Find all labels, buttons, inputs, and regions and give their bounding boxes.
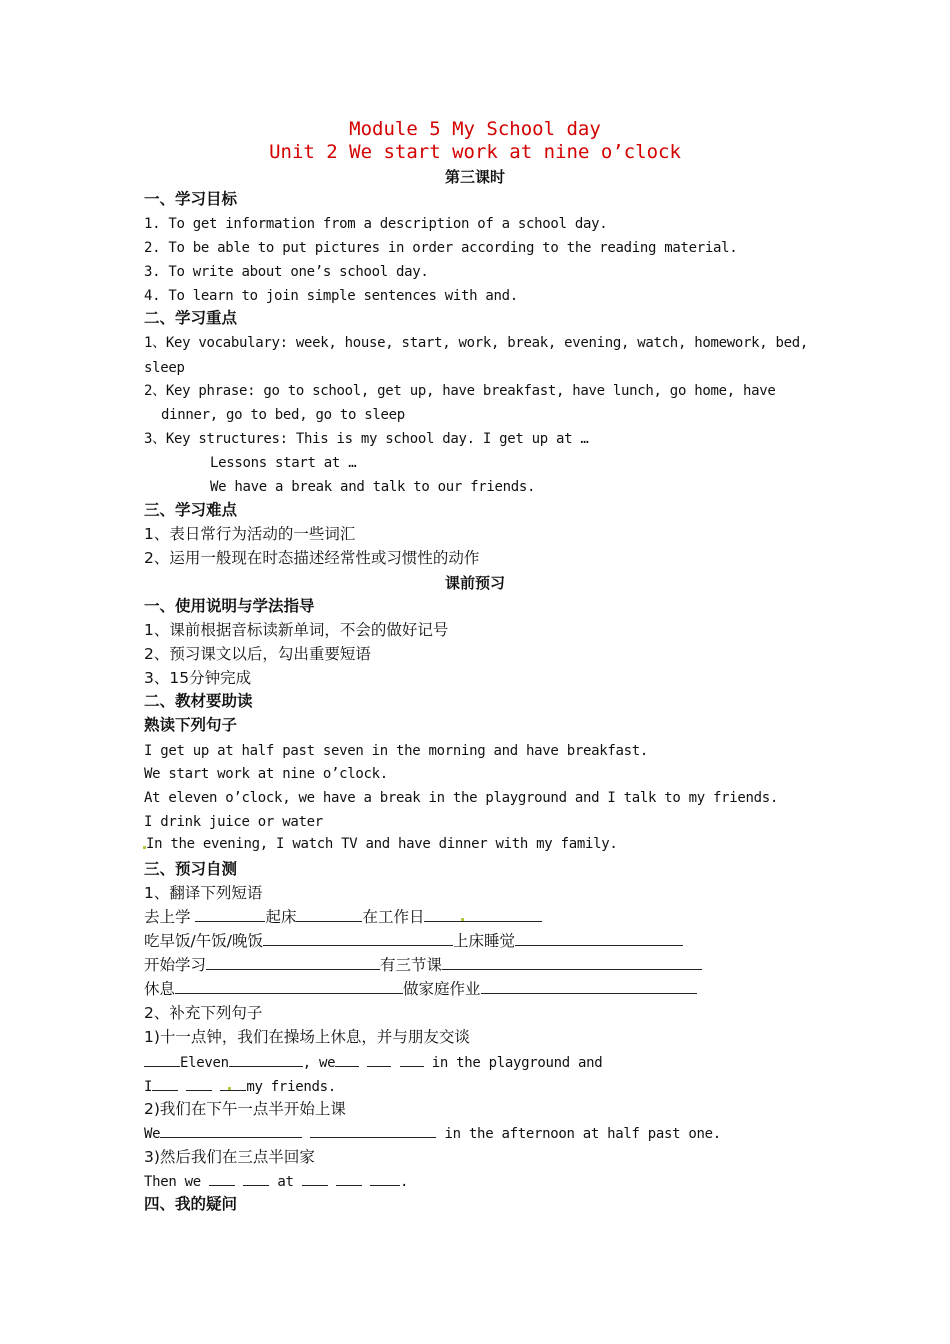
key-points-heading: 二、学习重点 [144,309,238,327]
reading-sentence: At eleven o’clock, we have a break in the playground and I talk to my friends. [144,790,779,806]
question-text: . [400,1174,409,1190]
question-text: Eleven [180,1055,229,1071]
key-phrase-line: 2、Key phrase: go to school, get up, have breakfast, have lunch, go home, have [144,383,776,399]
reading-sentence: I get up at half past seven in the morning and have breakfast. [144,743,648,759]
reading-sentence: I drink juice or water [144,814,323,830]
difficulty-item: 1、表日常行为活动的一些词汇 [144,525,356,543]
answer-blank[interactable] [515,931,683,946]
answer-blank[interactable] [220,1076,246,1091]
lesson-label: 第三课时 [444,168,505,186]
objective-item: 1. To get information from a description of a school day. [144,216,608,232]
guide-item: 3、15分钟完成 [144,669,252,687]
answer-blank[interactable] [400,1052,424,1067]
reading-sentence: We start work at nine o’clock. [144,766,388,782]
answer-blank[interactable] [144,1052,180,1067]
speck-mark [461,918,464,921]
key-structure-line: Lessons start at … [210,455,357,471]
reading-sentence: In the evening, I watch TV and have dinner with my family. [146,836,618,852]
difficulties-heading: 三、学习难点 [144,501,238,519]
module-title: Module 5 My School day [349,118,601,140]
question-text: in the afternoon at half past one. [444,1126,721,1142]
answer-blank[interactable] [243,1171,269,1186]
question-text: Then we [144,1174,201,1190]
guide-item: 2、预习课文以后，勾出重要短语 [144,645,371,663]
key-vocabulary-line: 1、Key vocabulary: week, house, start, work, break, evening, watch, homework, bed, [144,335,808,351]
objective-item: 4. To learn to join simple sentences with and. [144,288,518,304]
key-phrase-line: dinner, go to bed, go to sleep [161,407,405,423]
objectives-heading: 一、学习目标 [144,190,238,208]
translate-heading: 1、翻译下列短语 [144,884,263,902]
answer-blank[interactable] [175,979,403,994]
question-text: , we [302,1055,336,1071]
answer-blank[interactable] [229,1052,303,1067]
phrase-label: 在工作日 [362,908,425,926]
answer-blank[interactable] [481,979,697,994]
answer-blank[interactable] [209,1171,235,1186]
speck-mark [143,846,146,849]
objective-item: 2. To be able to put pictures in order according to the reading material. [144,240,738,256]
guide-heading: 一、使用说明与学法指导 [144,597,315,615]
key-structure-line: 3、Key structures: This is my school day. I get up at … [144,431,589,447]
question-line [144,1171,408,1192]
answer-blank[interactable] [152,1076,178,1091]
answer-blank[interactable] [160,1123,302,1138]
answer-blank[interactable] [302,1171,328,1186]
answer-blank[interactable] [263,931,453,946]
answer-blank[interactable] [195,907,265,922]
question-text: We [144,1126,161,1142]
answer-blank[interactable] [296,907,362,922]
answer-blank[interactable] [335,1052,359,1067]
question-chinese: 3)然后我们在三点半回家 [144,1148,315,1166]
question-text: in the playground and [431,1055,603,1071]
question-text: at [277,1174,294,1190]
answer-blank[interactable] [336,1171,362,1186]
key-vocabulary-line: sleep [144,360,185,376]
phrase-label: 上床睡觉 [452,932,515,950]
translate-row [144,955,702,975]
answer-blank[interactable] [206,955,380,970]
answer-blank[interactable] [442,955,702,970]
answer-blank[interactable] [367,1052,391,1067]
answer-blank[interactable] [186,1076,212,1091]
questions-heading: 四、我的疑问 [144,1195,238,1213]
question-text: my friends. [246,1079,336,1095]
difficulty-item: 2、运用一般现在时态描述经常性或习惯性的动作 [144,549,480,567]
unit-title: Unit 2 We start work at nine o’clock [269,141,681,163]
question-line [144,1076,336,1097]
speck-mark [228,1087,231,1090]
reading-heading: 二、教材要助读 [144,692,253,710]
phrase-label: 起床 [265,908,297,926]
question-line [144,1123,721,1144]
reading-subheading: 熟读下列句子 [144,716,238,734]
phrase-label: 吃早饭/午饭/晚饭 [144,932,263,950]
guide-item: 1、课前根据音标读新单词，不会的做好记号 [144,621,449,639]
self-test-heading: 三、预习自测 [144,860,238,878]
question-text: I [144,1079,153,1095]
answer-blank[interactable] [310,1123,436,1138]
answer-blank[interactable] [424,907,542,922]
question-chinese: 2)我们在下午一点半开始上课 [144,1100,346,1118]
objective-item: 3. To write about one’s school day. [144,264,429,280]
question-chinese: 1)十一点钟，我们在操场上休息，并与朋友交谈 [144,1028,470,1046]
phrase-label: 去上学 [144,908,191,926]
answer-blank[interactable] [370,1171,400,1186]
preview-title: 课前预习 [444,574,505,592]
translate-row [144,907,542,927]
translate-row [144,931,683,951]
phrase-label: 开始学习 [144,956,207,974]
translate-row [144,979,697,999]
complete-heading: 2、补充下列句子 [144,1004,263,1022]
question-line [144,1052,602,1073]
phrase-label: 休息 [144,980,176,998]
phrase-label: 有三节课 [380,956,443,974]
phrase-label: 做家庭作业 [403,980,481,998]
key-structure-line: We have a break and talk to our friends. [210,479,536,495]
